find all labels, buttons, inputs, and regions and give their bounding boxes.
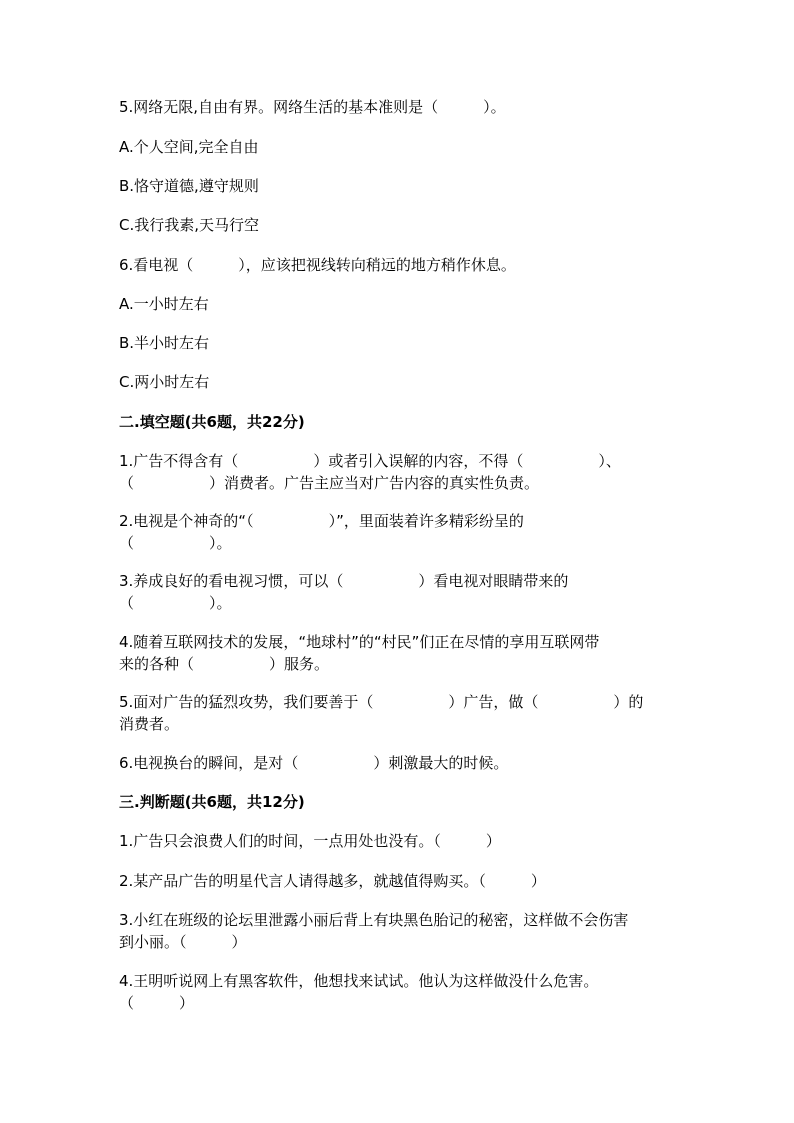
- option-c: C.两小时左右: [119, 373, 210, 391]
- fill-question-2-line-1: 2.电视是个神奇的“（ ）”，里面装着许多精彩纷呈的: [119, 512, 524, 530]
- judge-question-3-line-1: 3.小红在班级的论坛里泄露小丽后背上有块黑色胎记的秘密，这样做不会伤害: [119, 911, 629, 929]
- option-c: C.我行我素,天马行空: [119, 216, 260, 234]
- question-5-stem: 5.网络无限,自由有界。网络生活的基本准则是（ ）。: [119, 98, 506, 116]
- judge-question-4-line-2: （ ）: [119, 994, 195, 1012]
- fill-question-3-line-1: 3.养成良好的看电视习惯，可以（ ）看电视对眼睛带来的: [119, 572, 569, 590]
- option-b: B.半小时左右: [119, 334, 210, 352]
- fill-question-5-line-1: 5.面对广告的猛烈攻势，我们要善于（ ）广告，做（ ）的: [119, 693, 644, 711]
- judge-question-1: 1.广告只会浪费人们的时间，一点用处也没有。（ ）: [119, 832, 501, 850]
- fill-question-1-line-1: 1.广告不得含有（ ）或者引入误解的内容，不得（ ）、: [119, 452, 621, 470]
- fill-question-3-line-2: （ ）。: [119, 594, 232, 612]
- fill-question-4-line-1: 4.随着互联网技术的发展，“地球村”的“村民”们正在尽情的享用互联网带: [119, 633, 600, 651]
- section-heading-true-false: 三.判断题(共6题，共12分): [119, 793, 305, 811]
- judge-question-2: 2.某产品广告的明星代言人请得越多，就越值得购买。（ ）: [119, 872, 546, 890]
- question-6-stem: 6.看电视（ ），应该把视线转向稍远的地方稍作休息。: [119, 256, 516, 274]
- fill-question-6: 6.电视换台的瞬间，是对（ ）刺激最大的时候。: [119, 754, 509, 772]
- judge-question-3-line-2: 到小丽。（ ）: [119, 933, 247, 951]
- fill-question-1-line-2: （ ）消费者。广告主应当对广告内容的真实性负责。: [119, 474, 540, 492]
- section-heading-fill-in: 二.填空题(共6题，共22分): [119, 413, 305, 431]
- judge-question-4-line-1: 4.王明听说网上有黑客软件，他想找来试试。他认为这样做没什么危害。: [119, 972, 599, 990]
- option-a: A.个人空间,完全自由: [119, 138, 259, 156]
- fill-question-4-line-2: 来的各种（ ）服务。: [119, 655, 330, 673]
- option-b: B.恪守道德,遵守规则: [119, 177, 259, 195]
- fill-question-5-line-2: 消费者。: [119, 715, 180, 733]
- fill-question-2-line-2: （ ）。: [119, 534, 232, 552]
- option-a: A.一小时左右: [119, 295, 209, 313]
